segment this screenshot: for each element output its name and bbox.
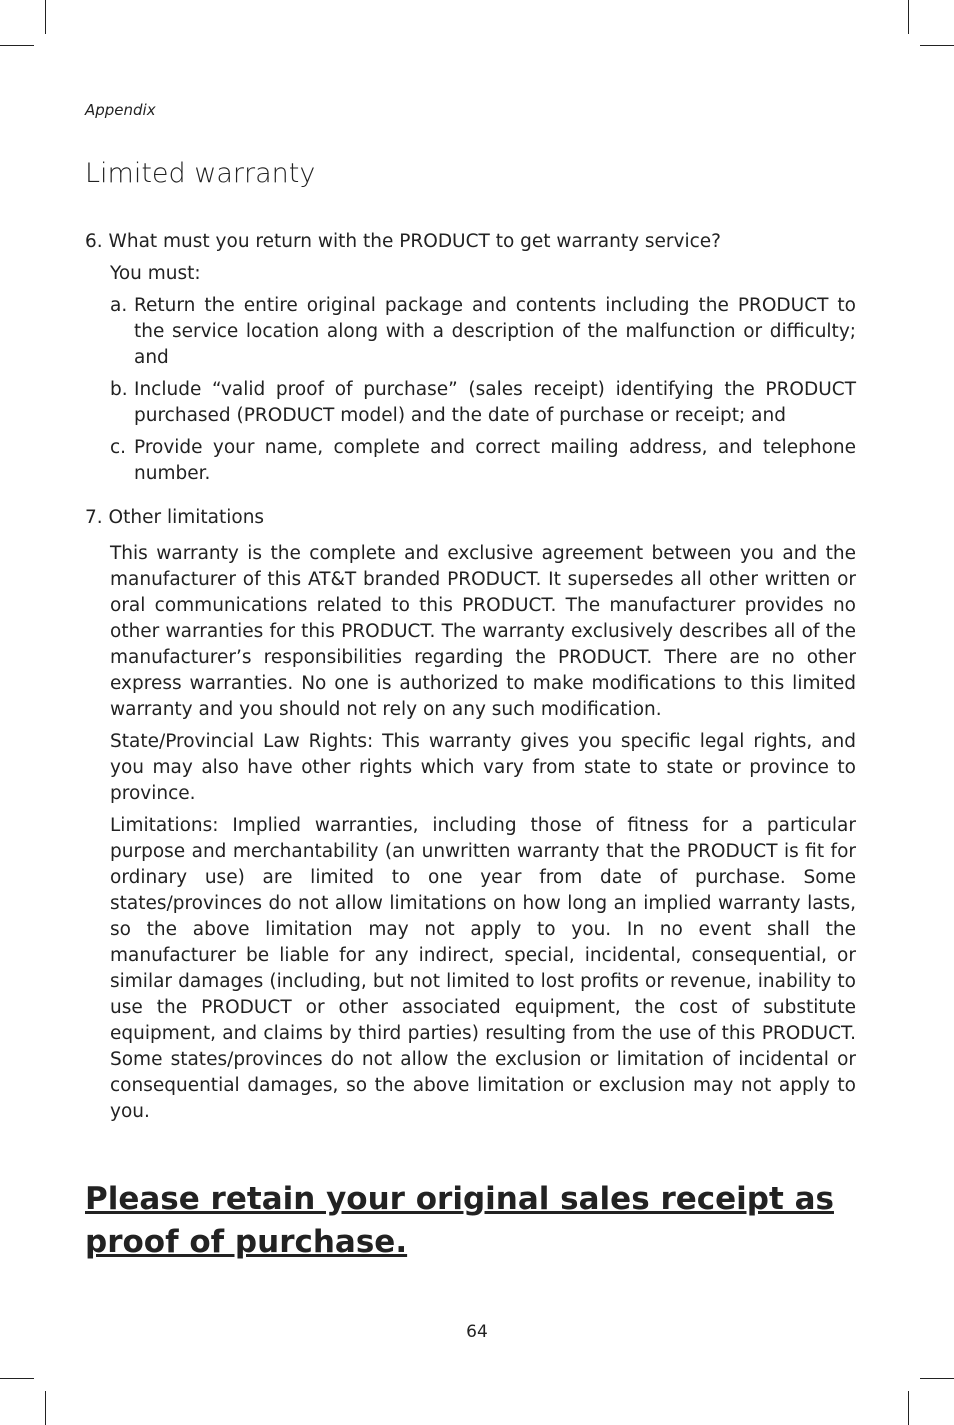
crop-mark-bottom-right-vertical bbox=[908, 1391, 909, 1425]
crop-mark-bottom-left-vertical bbox=[45, 1391, 46, 1425]
question-6-text: What must you return with the PRODUCT to get warranty service? bbox=[108, 231, 721, 252]
crop-mark-bottom-left-horizontal bbox=[0, 1378, 34, 1379]
page-title: Limited warranty bbox=[85, 158, 316, 189]
crop-mark-top-left-horizontal bbox=[0, 45, 34, 46]
list-item-letter: b. bbox=[110, 379, 128, 400]
list-item-text: Provide your name, complete and correct mailing address, and telephone number. bbox=[134, 437, 856, 484]
crop-mark-top-right-vertical bbox=[908, 0, 909, 34]
section-label: Appendix bbox=[85, 101, 156, 119]
crop-mark-top-right-horizontal bbox=[920, 45, 954, 46]
list-item-letter: a. bbox=[110, 295, 128, 316]
paragraph-complete-agreement: This warranty is the complete and exclusive agreement between you and the manufacturer of this AT&T branded PRODUCT. It supersedes all other written or oral communications related to this PRODUCT. The manufacturer provides no other warranties for this PRODUCT. The warranty exclusively describes all of the manufacturer’s responsibilities regarding the PRODUCT. There are no other express warranties. No one is authorized to make modifications to this limited warranty and you should not rely on any such modification. bbox=[110, 543, 856, 720]
list-item-letter: c. bbox=[110, 437, 127, 458]
page-number: 64 bbox=[466, 1322, 488, 1342]
receipt-notice: Please retain your original sales receipt as proof of purchase. bbox=[85, 1181, 834, 1260]
list-item-text: Return the entire original package and contents including the PRODUCT to the service location along with a description of the malfunction or difficulty; and bbox=[134, 295, 856, 368]
list-item-b bbox=[110, 377, 856, 429]
question-6-intro: You must: bbox=[110, 263, 201, 284]
list-item-text: Include “valid proof of purchase” (sales receipt) identifying the PRODUCT purchased (PRODUCT model) and the date of purchase or receipt; and bbox=[134, 379, 856, 426]
paragraph-limitations: Limitations: Implied warranties, including those of fitness for a particular purpose and merchantability (an unwritten warranty that the PRODUCT is fit for ordinary use) are limited to one year from date of purchase. Some states/provinces do not allow limitations on how long an implied warranty lasts, so the above limitation may not apply to you. In no event shall the manufacturer be liable for any indirect, special, incidental, consequential, or similar damages (including, but not limited to lost profits or revenue, inability to use the PRODUCT or other associated equipment, the cost of substitute equipment, and claims by third parties) resulting from the use of this PRODUCT. Some states/provinces do not allow the exclusion or limitation of incidental or consequential damages, so the above limitation or exclusion may not apply to you. bbox=[110, 815, 856, 1122]
question-7-heading: Other limitations bbox=[108, 507, 265, 528]
question-6-number: 6. bbox=[85, 231, 103, 252]
paragraph-law-rights: State/Provincial Law Rights: This warranty gives you specific legal rights, and you may also have other rights which vary from state to state or province to province. bbox=[110, 731, 856, 804]
question-7 bbox=[85, 505, 856, 531]
list-item-c bbox=[110, 435, 856, 487]
crop-mark-top-left-vertical bbox=[45, 0, 46, 34]
warranty-content bbox=[85, 229, 856, 1131]
question-6 bbox=[85, 229, 856, 255]
list-item-a bbox=[110, 293, 856, 371]
crop-mark-bottom-right-horizontal bbox=[920, 1378, 954, 1379]
question-7-number: 7. bbox=[85, 507, 103, 528]
